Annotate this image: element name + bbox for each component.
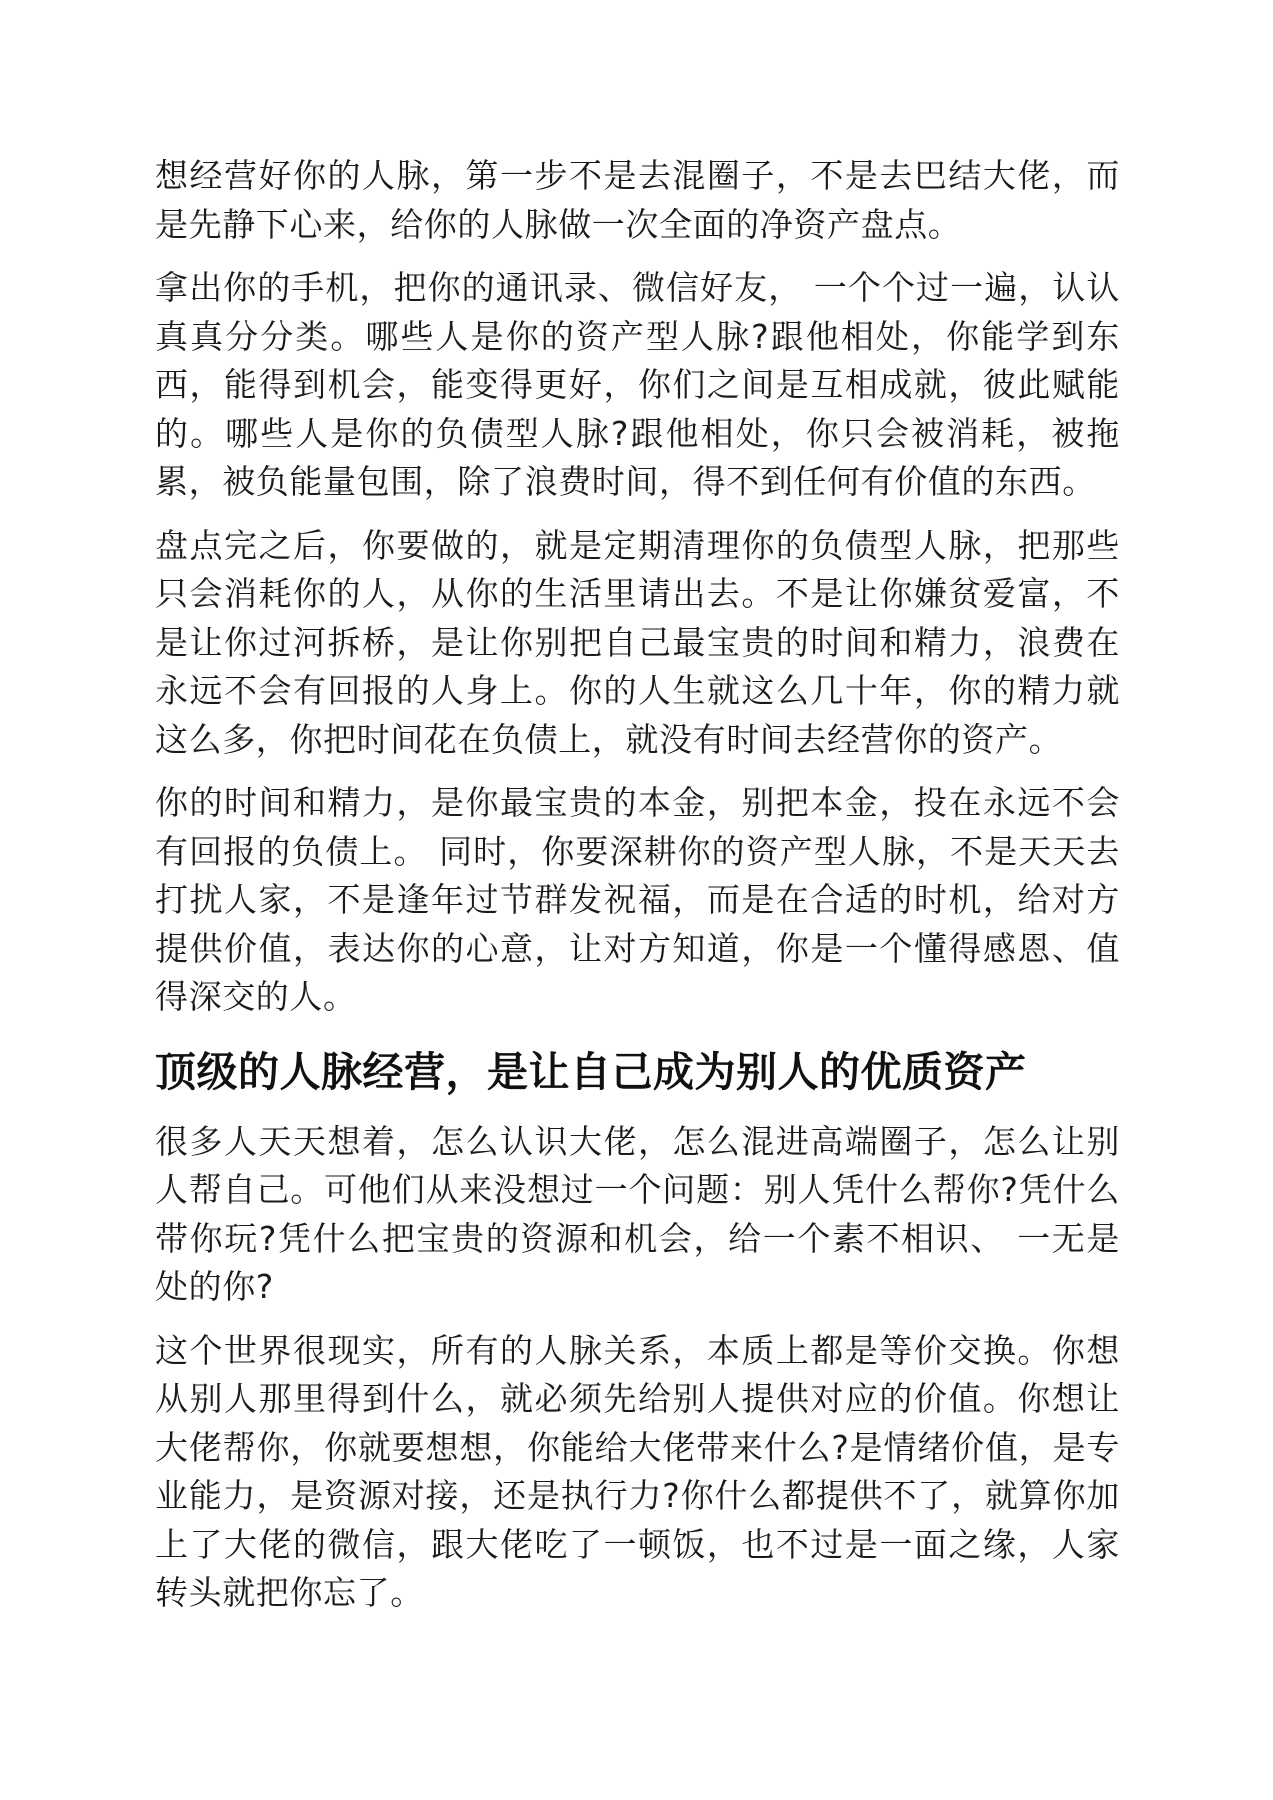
section-heading: 顶级的人脉经营，是让自己成为别人的优质资产 <box>155 1047 1027 1096</box>
paragraph-6: 这个世界很现实，所有的人脉关系，本质上都是等价交换。你想从别人那里得到什么，就必须先给别人提供对应的价值。你想让大佬帮你，你就要想想，你能给大佬带来什么?是情绪价值，是专业能力，是资源对接，还是执行力?你什么都提供不了，就算你加上了大佬的微信，跟大佬吃了一顿饭，也不过是一面之缘，人家转头就把你忘了。 <box>155 1330 1120 1612</box>
paragraph-4: 你的时间和精力，是你最宝贵的本金，别把本金，投在永远不会有回报的负债上。 同时，你要深耕你的资产型人脉，不是天天去打扰人家，不是逢年过节群发祝福，而是在合适的时机，给对方提供价值，表达你的心意，让对方知道，你是一个懂得感恩、值得深交的人。 <box>155 783 1120 1016</box>
article-body <box>155 152 1120 1633</box>
paragraph-1: 想经营好你的人脉，第一步不是去混圈子，不是去巴结大佬，而是先静下心来，给你的人脉做一次全面的净资产盘点。 <box>155 156 1120 244</box>
paragraph-5: 很多人天天想着，怎么认识大佬，怎么混进高端圈子，怎么让别人帮自己。可他们从来没想过一个问题：别人凭什么帮你?凭什么带你玩?凭什么把宝贵的资源和机会，给一个素不相识、 一无是处的你? <box>155 1121 1120 1306</box>
paragraph-3: 盘点完之后，你要做的，就是定期清理你的负债型人脉，把那些只会消耗你的人，从你的生活里请出去。不是让你嫌贫爱富，不是让你过河拆桥，是让你别把自己最宝贵的时间和精力，浪费在永远不会有回报的人身上。你的人生就这么几十年，你的精力就这么多，你把时间花在负债上，就没有时间去经营你的资产。 <box>155 525 1120 759</box>
paragraph-2: 拿出你的手机，把你的通讯录、微信好友， 一个个过一遍，认认真真分分类。哪些人是你的资产型人脉?跟他相处，你能学到东西，能得到机会，能变得更好，你们之间是互相成就，彼此赋能的。哪些人是你的负债型人脉?跟他相处，你只会被消耗，被拖累，被负能量包围，除了浪费时间，得不到任何有价值的东西。 <box>155 268 1120 501</box>
